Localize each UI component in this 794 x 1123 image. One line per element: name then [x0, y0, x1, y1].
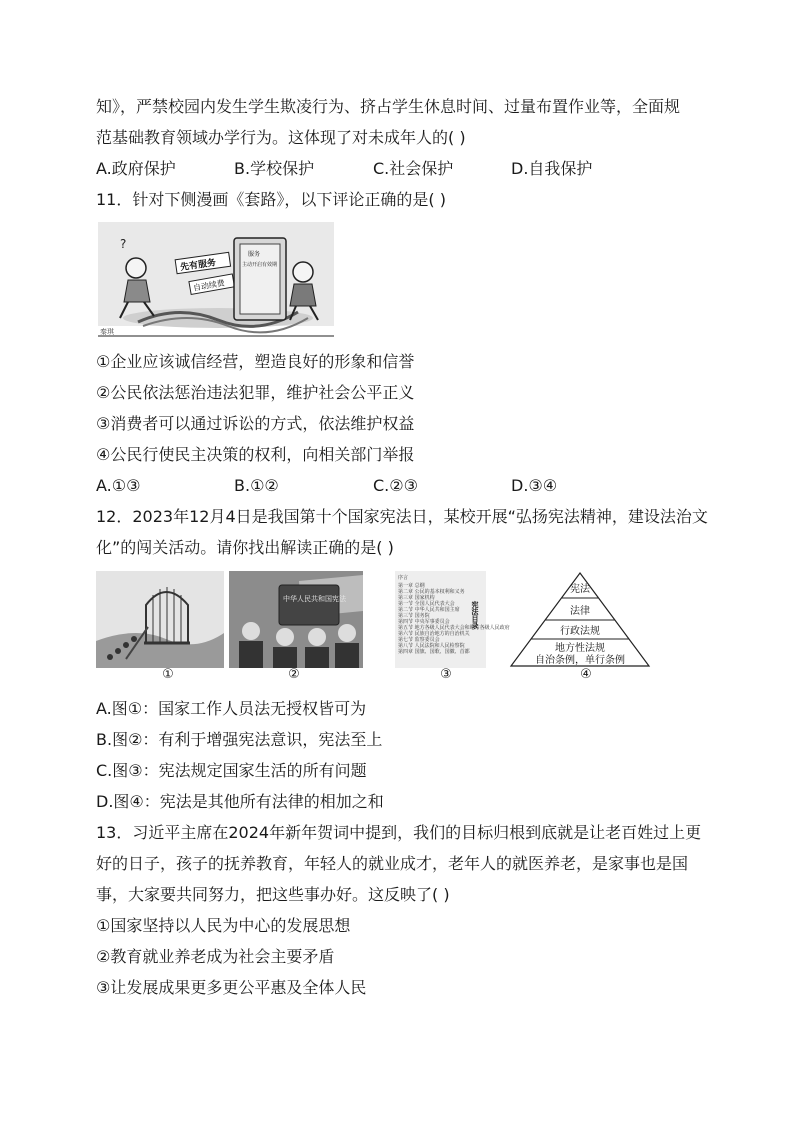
figure-4-caption: ④ — [580, 667, 592, 682]
q10-text-line-2: 范基础教育领域办学行为。这体现了对未成年人的( ) — [96, 128, 466, 147]
pyramid-level-admin-regulations: 行政法规 — [560, 626, 600, 637]
q12-text-line-2: 化”的闯关活动。请你找出解读正确的是( ) — [96, 538, 394, 557]
book-subtitle: 主动开启有效期 — [242, 262, 278, 268]
q12-option-d[interactable]: D.图④：宪法是其他所有法律的相加之和 — [96, 792, 384, 811]
q11-option-a[interactable]: A.①③ — [96, 476, 141, 495]
figure-4-law-pyramid — [509, 571, 651, 668]
toc-side-title: 宪法目录 — [471, 601, 479, 629]
toc-line: 第三章 国家机构 — [398, 595, 435, 601]
q10-option-c[interactable]: C.社会保护 — [373, 159, 454, 178]
q11-item-1: ①企业应该诚信经营，塑造良好的形象和信誉 — [96, 352, 415, 371]
svg-text:?: ? — [120, 237, 127, 251]
q10-options — [96, 159, 716, 179]
q11-option-c[interactable]: C.②③ — [373, 476, 418, 495]
pyramid-level-law: 法律 — [570, 606, 590, 617]
toc-line: 第四章 国旗、国歌、国徽、首都 — [398, 649, 470, 655]
toc-line: 第一章 总纲 — [398, 583, 425, 589]
q11-item-3: ③消费者可以通过诉讼的方式，依法维护权益 — [96, 414, 415, 433]
pyramid-level-autonomous-regulations: 自治条例，单行条例 — [535, 655, 625, 666]
cartoon-signature: 秦琪 — [100, 328, 114, 336]
q11-item-2: ②公民依法惩治违法犯罪，维护社会公平正义 — [96, 383, 415, 402]
figure-3-caption: ③ — [440, 667, 452, 682]
pyramid-level-local-regulations: 地方性法规 — [555, 643, 605, 654]
q10-option-a[interactable]: A.政府保护 — [96, 159, 176, 178]
q12-option-a[interactable]: A.图①：国家工作人员法无授权皆可为 — [96, 699, 367, 718]
figure-1-caption: ① — [162, 667, 174, 682]
q10-text-line-1: 知》，严禁校园内发生学生欺凌行为、挤占学生休息时间、过量布置作业等，全面规 — [96, 97, 681, 116]
book-title: 服务 — [248, 251, 261, 258]
figure-3-toc — [395, 571, 510, 668]
q11-stem: 11．针对下侧漫画《套路》，以下评论正确的是( ) — [96, 190, 446, 209]
figure-2-oath — [229, 571, 363, 668]
toc-line: 第六节 民族自治地方的自治机关 — [398, 631, 470, 637]
q12-option-b[interactable]: B.图②：有利于增强宪法意识，宪法至上 — [96, 730, 383, 749]
q13-item-3: ③让发展成果更多更公平惠及全体人民 — [96, 978, 367, 997]
constitution-book-title: 中华人民共和国宪法 — [283, 595, 346, 603]
pyramid-level-constitution: 宪法 — [570, 584, 590, 595]
toc-line: 第一节 全国人民代表大会 — [398, 601, 455, 607]
sign-first-service: 先有服务 — [179, 258, 217, 274]
taolu-cartoon — [98, 222, 334, 340]
q13-text-line-1: 13．习近平主席在2024年新年贺词中提到，我们的目标归根到底就是让老百姓过上更 — [96, 823, 702, 842]
q13-text-line-2: 好的日子，孩子的抚养教育，年轻人的就业成才，老年人的就医养老，是家事也是国 — [96, 854, 689, 873]
toc-line: 第四节 中央军事委员会 — [398, 619, 450, 625]
q12-option-c[interactable]: C.图③：宪法规定国家生活的所有问题 — [96, 761, 367, 780]
toc-line: 第二章 公民的基本权利和义务 — [398, 589, 465, 595]
q12-text-line-1: 12．2023年12月4日是我国第十个国家宪法日，某校开展“弘扬宪法精神，建设法治文 — [96, 507, 708, 526]
q11-item-4: ④公民行使民主决策的权利，向相关部门举报 — [96, 445, 415, 464]
q10-option-b[interactable]: B.学校保护 — [234, 159, 315, 178]
toc-line: 第二节 中华人民共和国主席 — [398, 607, 460, 613]
figure-1-cage — [96, 571, 224, 668]
toc-line: 第七节 监察委员会 — [398, 637, 440, 643]
q13-item-1: ①国家坚持以人民为中心的发展思想 — [96, 916, 351, 935]
q13-text-line-3: 事，大家要共同努力，把这些事办好。这反映了( ) — [96, 885, 450, 904]
toc-line: 第三节 国务院 — [398, 613, 430, 619]
toc-line: 第五节 地方各级人民代表大会和地方各级人民政府 — [398, 625, 510, 631]
sign-auto-renew: 自动续费 — [192, 278, 226, 293]
figure-2-caption: ② — [288, 667, 300, 682]
q11-option-d[interactable]: D.③④ — [511, 476, 558, 495]
q13-item-2: ②教育就业养老成为社会主要矛盾 — [96, 947, 335, 966]
q10-option-d[interactable]: D.自我保护 — [511, 159, 593, 178]
toc-heading: 序言 — [398, 575, 409, 581]
q11-option-b[interactable]: B.①② — [234, 476, 279, 495]
toc-line: 第八节 人民法院和人民检察院 — [398, 643, 465, 649]
q11-options — [96, 476, 716, 496]
